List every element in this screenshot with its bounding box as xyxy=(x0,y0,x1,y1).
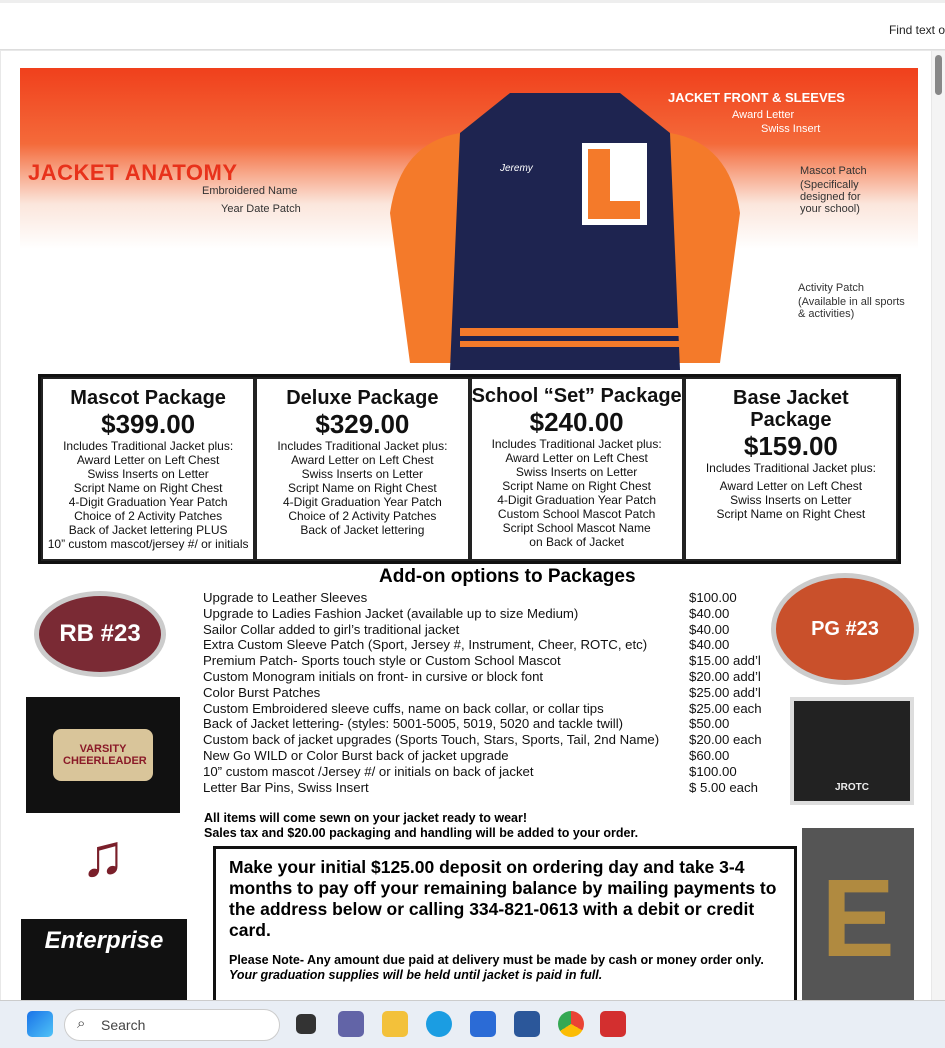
addons-list xyxy=(203,590,773,795)
addon-row xyxy=(203,716,773,732)
package-price: $159.00 xyxy=(743,431,838,461)
package-line: Swiss Inserts on Letter xyxy=(301,467,424,481)
addon-price: $40.00 xyxy=(689,605,730,621)
addon-price: $60.00 xyxy=(689,747,730,763)
addon-row xyxy=(203,637,773,653)
package-price: $240.00 xyxy=(529,407,624,437)
package-line: Award Letter on Left Chest xyxy=(76,453,220,467)
note-tax: Sales tax and $20.00 packaging and handling will be added to your order. xyxy=(204,826,639,840)
patch-music-note: ♫ xyxy=(80,821,126,889)
package-line: Script School Mascot Name xyxy=(502,521,651,535)
package-mascot xyxy=(43,379,253,559)
addon-row xyxy=(203,669,773,685)
addon-desc: 10” custom mascot /Jersey #/ or initials on back of jacket xyxy=(203,763,534,779)
jacket-illustration xyxy=(350,73,780,370)
chrome-icon[interactable] xyxy=(558,1011,584,1037)
package-price: $399.00 xyxy=(101,409,196,439)
package-line: Swiss Inserts on Letter xyxy=(730,493,852,507)
package-name: School “Set” Package xyxy=(471,385,682,407)
addon-desc: Color Burst Patches xyxy=(203,684,321,700)
deposit-text: Make your initial $125.00 deposit on ordering day and take 3-4 months to pay off your remaining balance by mailing payments to the address below or calling 334-821-0613 with a debit or credit card. xyxy=(229,857,777,940)
patch-enterprise xyxy=(21,919,187,1001)
cheer-label: VARSITY CHEERLEADER xyxy=(53,729,153,781)
label-swiss-insert: Swiss Insert xyxy=(761,123,821,135)
package-name: Mascot Package xyxy=(70,387,226,409)
addon-desc: Sailor Collar added to girl’s traditional jacket xyxy=(203,621,460,637)
addon-desc: Custom Monogram initials on front- in cursive or block font xyxy=(203,668,544,684)
addon-desc: Upgrade to Leather Sleeves xyxy=(203,590,368,605)
deposit-note-a: Please Note- Any amount due paid at delivery must be made by cash or money order only. xyxy=(229,953,764,967)
svg-text:Jeremy: Jeremy xyxy=(500,163,533,174)
package-line: Script Name on Right Chest xyxy=(73,481,223,495)
task-view-icon[interactable] xyxy=(296,1014,316,1034)
viewer-toolbar xyxy=(0,0,945,50)
label-year-date-patch: Year Date Patch xyxy=(221,203,301,215)
package-line: Award Letter on Left Chest xyxy=(291,453,434,467)
scrollbar-thumb[interactable] xyxy=(935,55,942,95)
addon-desc: Premium Patch- Sports touch style or Custom School Mascot xyxy=(203,653,561,669)
package-deluxe xyxy=(257,379,467,559)
addon-desc: New Go WILD or Color Burst back of jacket upgrade xyxy=(203,747,509,763)
package-line: Custom School Mascot Patch xyxy=(497,507,656,521)
addon-row xyxy=(203,622,773,638)
addon-price: $40.00 xyxy=(689,637,730,653)
deposit-note xyxy=(229,953,781,983)
addon-price: $25.00 add’l xyxy=(689,684,761,700)
addon-desc: Custom Embroidered sleeve cuffs, name on back collar, or collar tips xyxy=(203,700,604,716)
package-line: 4-Digit Graduation Year Patch xyxy=(68,495,228,509)
addon-price: $100.00 xyxy=(689,763,737,779)
acrobat-icon[interactable] xyxy=(600,1011,626,1037)
addon-row xyxy=(203,732,773,748)
taskbar-search[interactable] xyxy=(64,1009,280,1041)
search-icon: ⌕ xyxy=(77,1015,86,1032)
addon-desc: Extra Custom Sleeve Patch (Sport, Jersey #, Instrument, Cheer, ROTC, etc) xyxy=(203,637,648,653)
pdf-page xyxy=(1,51,931,1001)
label-activity-patch: Activity Patch xyxy=(798,282,865,294)
addon-price: $50.00 xyxy=(689,716,730,732)
package-line: Includes Traditional Jacket plus: xyxy=(491,437,662,451)
addon-price: $25.00 each xyxy=(689,700,762,716)
package-line: Choice of 2 Activity Patches xyxy=(74,509,223,523)
label-mascot-patch: Mascot Patch xyxy=(800,165,867,177)
taskbar xyxy=(0,1000,945,1048)
package-line: 4-Digit Graduation Year Patch xyxy=(497,493,656,507)
packages-table xyxy=(38,374,901,564)
package-line: Includes Traditional Jacket plus: xyxy=(277,439,448,453)
edge-icon[interactable] xyxy=(426,1011,452,1037)
patch-pg23: PG #23 xyxy=(771,573,919,685)
addon-price: $20.00 each xyxy=(689,732,762,748)
addon-row xyxy=(203,764,773,780)
addon-price: $40.00 xyxy=(689,621,730,637)
package-name: Base Jacket Package xyxy=(733,387,849,431)
word-icon[interactable] xyxy=(514,1011,540,1037)
package-line: Back of Jacket lettering PLUS xyxy=(68,523,228,537)
patch-rb23: RB #23 xyxy=(34,591,166,677)
label-embroidered-name: Embroidered Name xyxy=(202,185,298,197)
addon-row xyxy=(203,748,773,764)
addon-row xyxy=(203,701,773,717)
addon-desc: Upgrade to Ladies Fashion Jacket (available up to size Medium) xyxy=(203,605,579,621)
label-mascot-note: (Specifically designed for your school) xyxy=(800,179,861,215)
deposit-note-b: Your graduation supplies will be held until jacket is paid in full. xyxy=(229,968,603,982)
patch-jrotc xyxy=(790,697,914,805)
addon-desc: Letter Bar Pins, Swiss Insert xyxy=(203,779,369,795)
package-name: Deluxe Package xyxy=(286,387,439,409)
package-line: Award Letter on Left Chest xyxy=(505,451,648,465)
addon-row xyxy=(203,780,773,796)
addon-price: $ 5.00 each xyxy=(689,779,758,795)
package-line: Includes Traditional Jacket plus: xyxy=(705,461,876,475)
file-explorer-icon[interactable] xyxy=(382,1011,408,1037)
package-line: Choice of 2 Activity Patches xyxy=(288,509,437,523)
package-base xyxy=(686,379,896,559)
addon-row xyxy=(203,606,773,622)
notes xyxy=(204,811,638,841)
package-line: 10” custom mascot/jersey #/ or initials xyxy=(47,537,249,551)
package-line: Script Name on Right Chest xyxy=(716,507,866,521)
package-line: Includes Traditional Jacket plus: xyxy=(63,439,234,453)
enterprise-label: Enterprise xyxy=(44,927,164,954)
addon-price: $20.00 add’l xyxy=(689,668,761,684)
patch-cheer xyxy=(26,697,180,813)
package-line: Award Letter on Left Chest xyxy=(719,479,863,493)
windows-start-icon[interactable] xyxy=(27,1011,53,1037)
store-icon[interactable] xyxy=(470,1011,496,1037)
package-line: Script Name on Right Chest xyxy=(288,481,437,495)
addon-desc: Back of Jacket lettering- (styles: 5001-5005, 5019, 5020 and tackle twill) xyxy=(203,716,624,732)
addon-row xyxy=(203,590,773,606)
patch-letter-e: E xyxy=(802,828,914,1001)
package-line: Back of Jacket lettering xyxy=(300,523,425,537)
jrotc-label: JROTC xyxy=(835,782,869,793)
addon-price: $100.00 xyxy=(689,590,737,605)
package-line: Swiss Inserts on Letter xyxy=(87,467,209,481)
package-line: Script Name on Right Chest xyxy=(502,479,651,493)
package-line: 4-Digit Graduation Year Patch xyxy=(282,495,442,509)
hero-title: JACKET ANATOMY xyxy=(28,160,238,185)
addon-desc: Custom back of jacket upgrades (Sports Touch, Stars, Sports, Tail, 2nd Name) xyxy=(203,732,660,748)
front-title: JACKET FRONT & SLEEVES xyxy=(668,90,845,105)
label-award-letter: Award Letter xyxy=(732,109,795,121)
package-line: on Back of Jacket xyxy=(529,535,624,549)
addon-row xyxy=(203,685,773,701)
deposit-box xyxy=(213,846,797,1001)
teams-icon[interactable] xyxy=(338,1011,364,1037)
jacket-anatomy-image xyxy=(20,68,918,370)
addon-price: $15.00 add’l xyxy=(689,653,761,669)
addon-row xyxy=(203,653,773,669)
scrollbar[interactable] xyxy=(932,51,945,1001)
note-sewn: All items will come sewn on your jacket ready to wear! xyxy=(204,811,528,825)
find-text-button[interactable]: Find text o xyxy=(888,23,945,37)
label-activity-note: (Available in all sports & activities) xyxy=(798,296,905,320)
package-school-set xyxy=(472,379,682,559)
addons-title: Add-on options to Packages xyxy=(379,566,636,587)
package-line: Swiss Inserts on Letter xyxy=(515,465,638,479)
search-placeholder: Search xyxy=(101,1017,146,1033)
package-price: $329.00 xyxy=(315,409,410,439)
